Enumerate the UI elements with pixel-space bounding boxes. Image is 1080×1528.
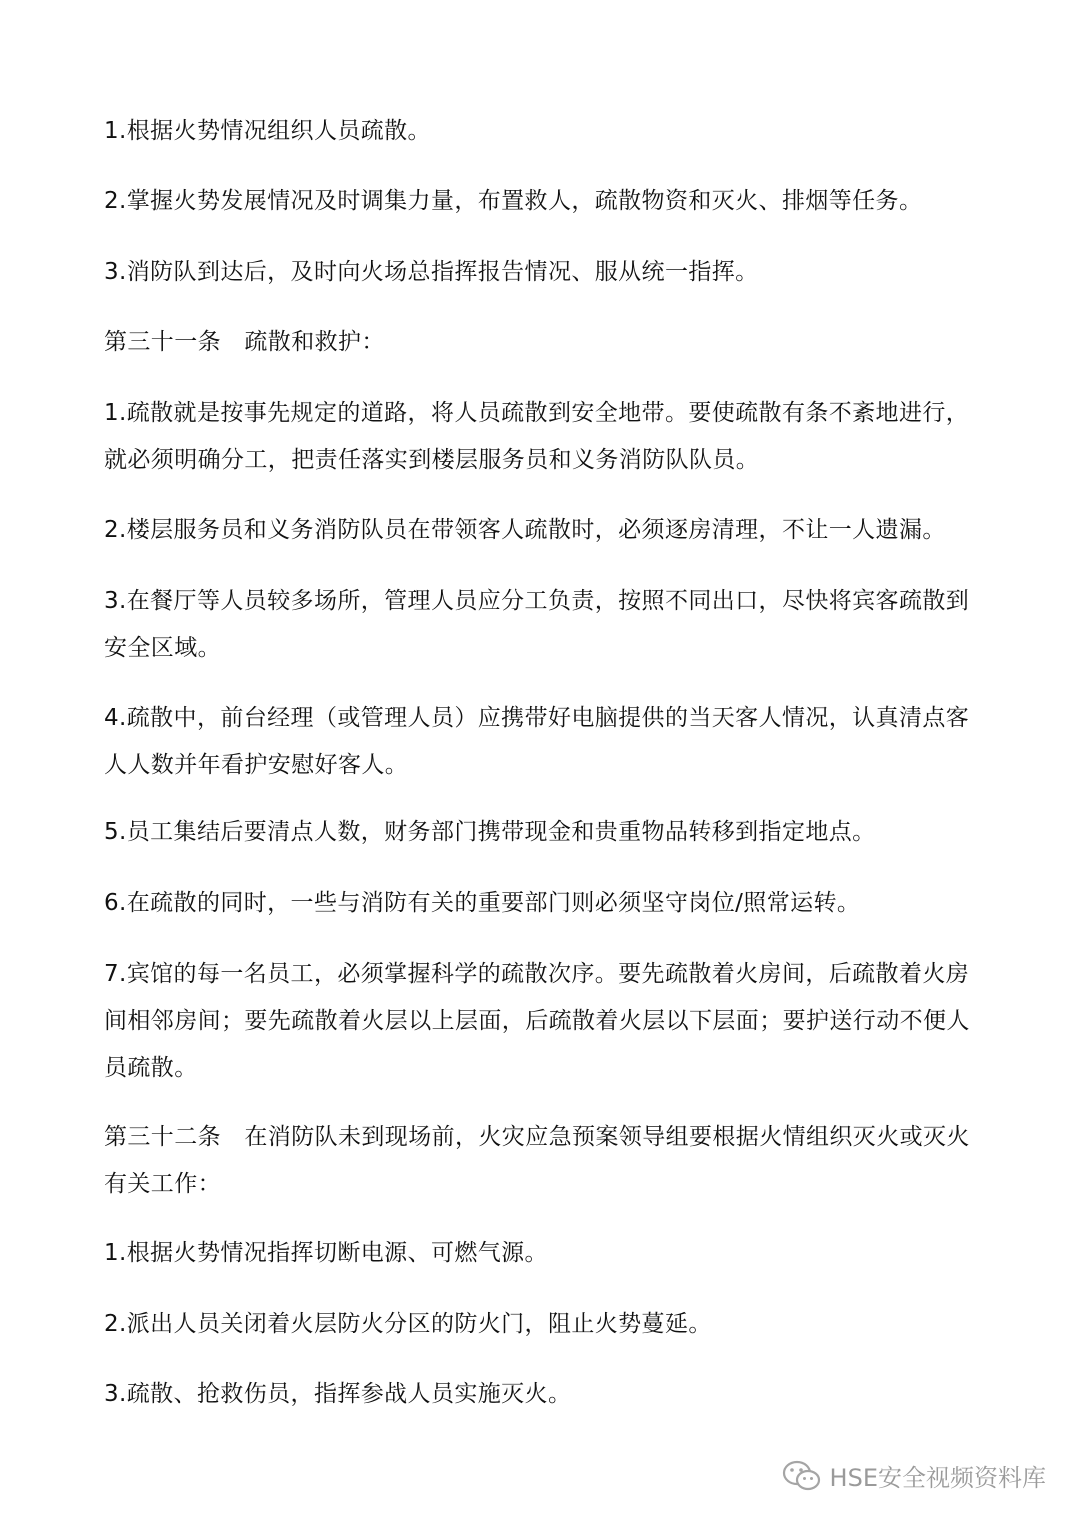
- wechat-icon: [782, 1459, 822, 1493]
- paragraph: 1.根据火势情况组织人员疏散。: [104, 118, 431, 144]
- paragraph: 7.宾馆的每一名员工，必须掌握科学的疏散次序。要先疏散着火房间，后疏散着火房间相邻房间；要先疏散着火层以上层面，后疏散着火层以下层面；要护送行动不便人员疏散。: [104, 961, 970, 1081]
- paragraph: 6.在疏散的同时，一些与消防有关的重要部门则必须坚守岗位/照常运转。: [104, 890, 861, 916]
- watermark-text: HSE安全视频资料库: [829, 1464, 1046, 1492]
- paragraph: 2.楼层服务员和义务消防队员在带领客人疏散时，必须逐房清理，不让一人遗漏。: [104, 517, 946, 543]
- paragraph: 4.疏散中，前台经理（或管理人员）应携带好电脑提供的当天客人情况，认真清点客人人数并年看护安慰好客人。: [104, 705, 970, 778]
- paragraph: 2.掌握火势发展情况及时调集力量，布置救人，疏散物资和灭火、排烟等任务。: [104, 188, 923, 214]
- paragraph: 2.派出人员关闭着火层防火分区的防火门，阻止火势蔓延。: [104, 1311, 712, 1337]
- paragraph: 3.疏散、抢救伤员，指挥参战人员实施灭火。: [104, 1381, 572, 1407]
- article-heading: 第三十二条 在消防队未到现场前，火灾应急预案领导组要根据火情组织灭火或灭火有关工作：: [104, 1124, 970, 1197]
- paragraph: 1.疏散就是按事先规定的道路，将人员疏散到安全地带。要使疏散有条不紊地进行，就必须明确分工，把责任落实到楼层服务员和义务消防队队员。: [104, 400, 970, 473]
- paragraph: 5.员工集结后要清点人数，财务部门携带现金和贵重物品转移到指定地点。: [104, 819, 876, 845]
- article-heading: 第三十一条 疏散和救护：: [104, 329, 385, 355]
- paragraph: 3.在餐厅等人员较多场所，管理人员应分工负责，按照不同出口，尽快将宾客疏散到安全区域。: [104, 588, 970, 661]
- watermark: [782, 1458, 1046, 1493]
- paragraph: 3.消防队到达后，及时向火场总指挥报告情况、服从统一指挥。: [104, 259, 759, 285]
- paragraph: 1.根据火势情况指挥切断电源、可燃气源。: [104, 1240, 548, 1266]
